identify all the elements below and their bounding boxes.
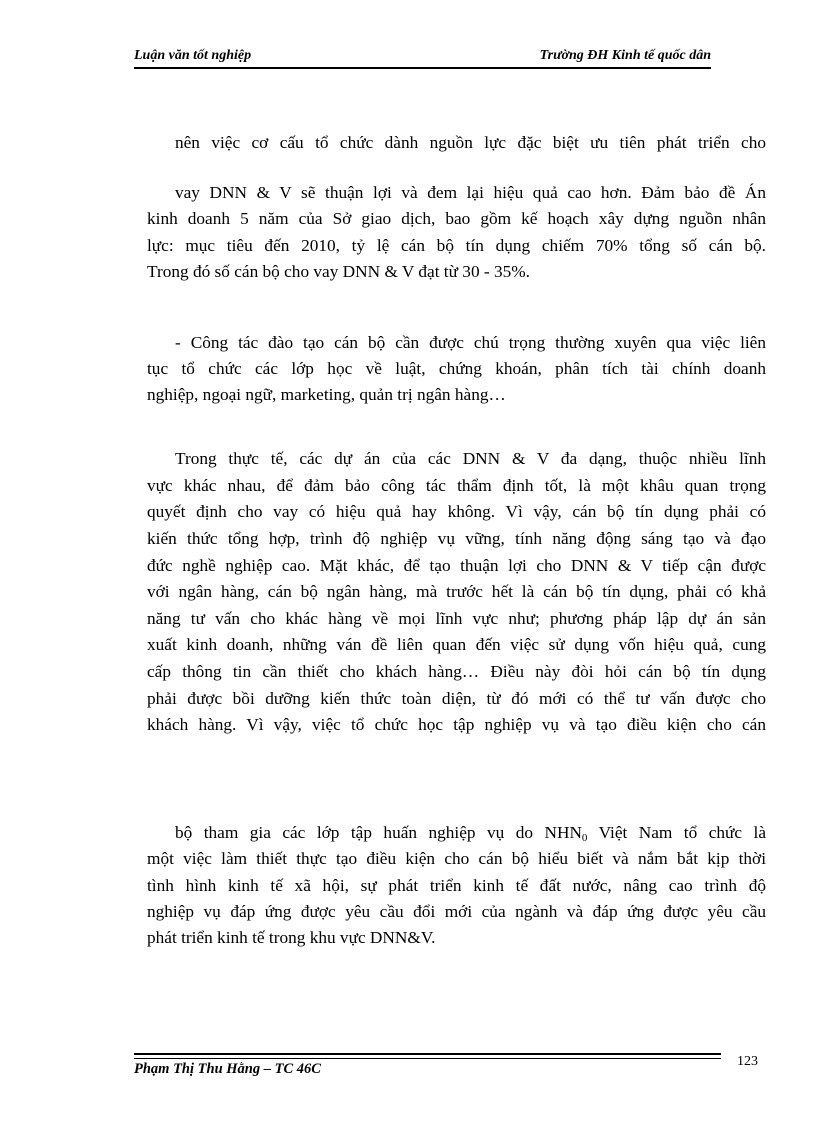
body-line: kinh doanh 5 năm của Sở giao dịch, bao gồm kế hoạch xây dựng nguồn nhân (147, 209, 766, 228)
body-line: nghiệp, ngoại ngữ, marketing, quản trị ngân hàng… (147, 385, 506, 404)
header-university: Trường ĐH Kinh tế quốc dân (539, 48, 711, 63)
body-line: phát triển kinh tế trong khu vực DNN&V. (147, 928, 436, 947)
body-line: vay DNN & V sẽ thuận lợi và đem lại hiệu quả cao hơn. Đảm bảo đề Án (175, 183, 766, 202)
body-line (175, 822, 766, 844)
body-line: phải được bồi dưỡng kiến thức toàn diện, từ đó mới có thể tư vấn được cho (147, 689, 766, 708)
body-line: lực: mục tiêu đến 2010, tỷ lệ cán bộ tín dụng chiếm 70% tổng số cán bộ. (147, 236, 766, 255)
body-text: Việt Nam tổ chức là (587, 823, 766, 842)
header-divider (134, 67, 711, 69)
body-line: Trong thực tế, các dự án của các DNN & V đa dạng, thuộc nhiều lĩnh (175, 449, 766, 468)
body-line: với ngân hàng, cán bộ ngân hàng, mà trước hết là cán bộ tín dụng, phải có khả (147, 582, 766, 601)
body-line: tục tổ chức các lớp học về luật, chứng khoán, phân tích tài chính doanh (147, 359, 766, 378)
body-line: nên việc cơ cấu tổ chức dành nguồn lực đặc biệt ưu tiên phát triển cho (175, 133, 766, 152)
body-line: cấp thông tin cần thiết cho khách hàng… Điều này đòi hỏi cán bộ tín dụng (147, 662, 766, 681)
body-text: bộ tham gia các lớp tập huấn nghiệp vụ do NHN (175, 823, 582, 842)
body-line: vực khác nhau, để đảm bảo công tác thẩm định tốt, là một khâu quan trọng (147, 476, 766, 495)
body-line: năng tư vấn cho khác hàng về mọi lĩnh vực như; phương pháp lập dự án sản (147, 609, 766, 628)
body-line: Trong đó số cán bộ cho vay DNN & V đạt từ 30 - 35%. (147, 262, 530, 281)
footer-divider (134, 1053, 721, 1059)
body-line: nghiệp vụ đáp ứng được yêu cầu đổi mới của ngành và đáp ứng được yêu cầu (147, 902, 766, 921)
body-line: quyết định cho vay có hiệu quả hay không. Vì vậy, cán bộ tín dụng phải có (147, 502, 766, 521)
body-line: xuất kinh doanh, những ván đề liên quan đến việc sử dụng vốn hiệu quả, cung (147, 635, 766, 654)
body-line: tình hình kinh tế xã hội, sự phát triển kinh tế đất nước, nâng cao trình độ (147, 876, 766, 895)
header-thesis-title: Luận văn tốt nghiệp (134, 48, 252, 63)
body-line: khách hàng. Vì vậy, việc tổ chức học tập nghiệp vụ và tạo điều kiện cho cán (147, 715, 766, 734)
subscript: 0 (581, 832, 588, 844)
page-number: 123 (737, 1054, 758, 1069)
body-line: một việc làm thiết thực tạo điều kiện cho cán bộ hiểu biết và nắm bắt kịp thời (147, 849, 766, 868)
footer-author: Phạm Thị Thu Hằng – TC 46C (134, 1061, 321, 1077)
body-line: kiến thức tổng hợp, trình độ nghiệp vụ vững, tính năng động sáng tạo và đạo (147, 529, 766, 548)
body-line: - Công tác đào tạo cán bộ cần được chú trọng thường xuyên qua việc liên (175, 333, 766, 352)
body-line: đức nghề nghiệp cao. Mặt khác, để tạo thuận lợi cho DNN & V tiếp cận được (147, 556, 766, 575)
